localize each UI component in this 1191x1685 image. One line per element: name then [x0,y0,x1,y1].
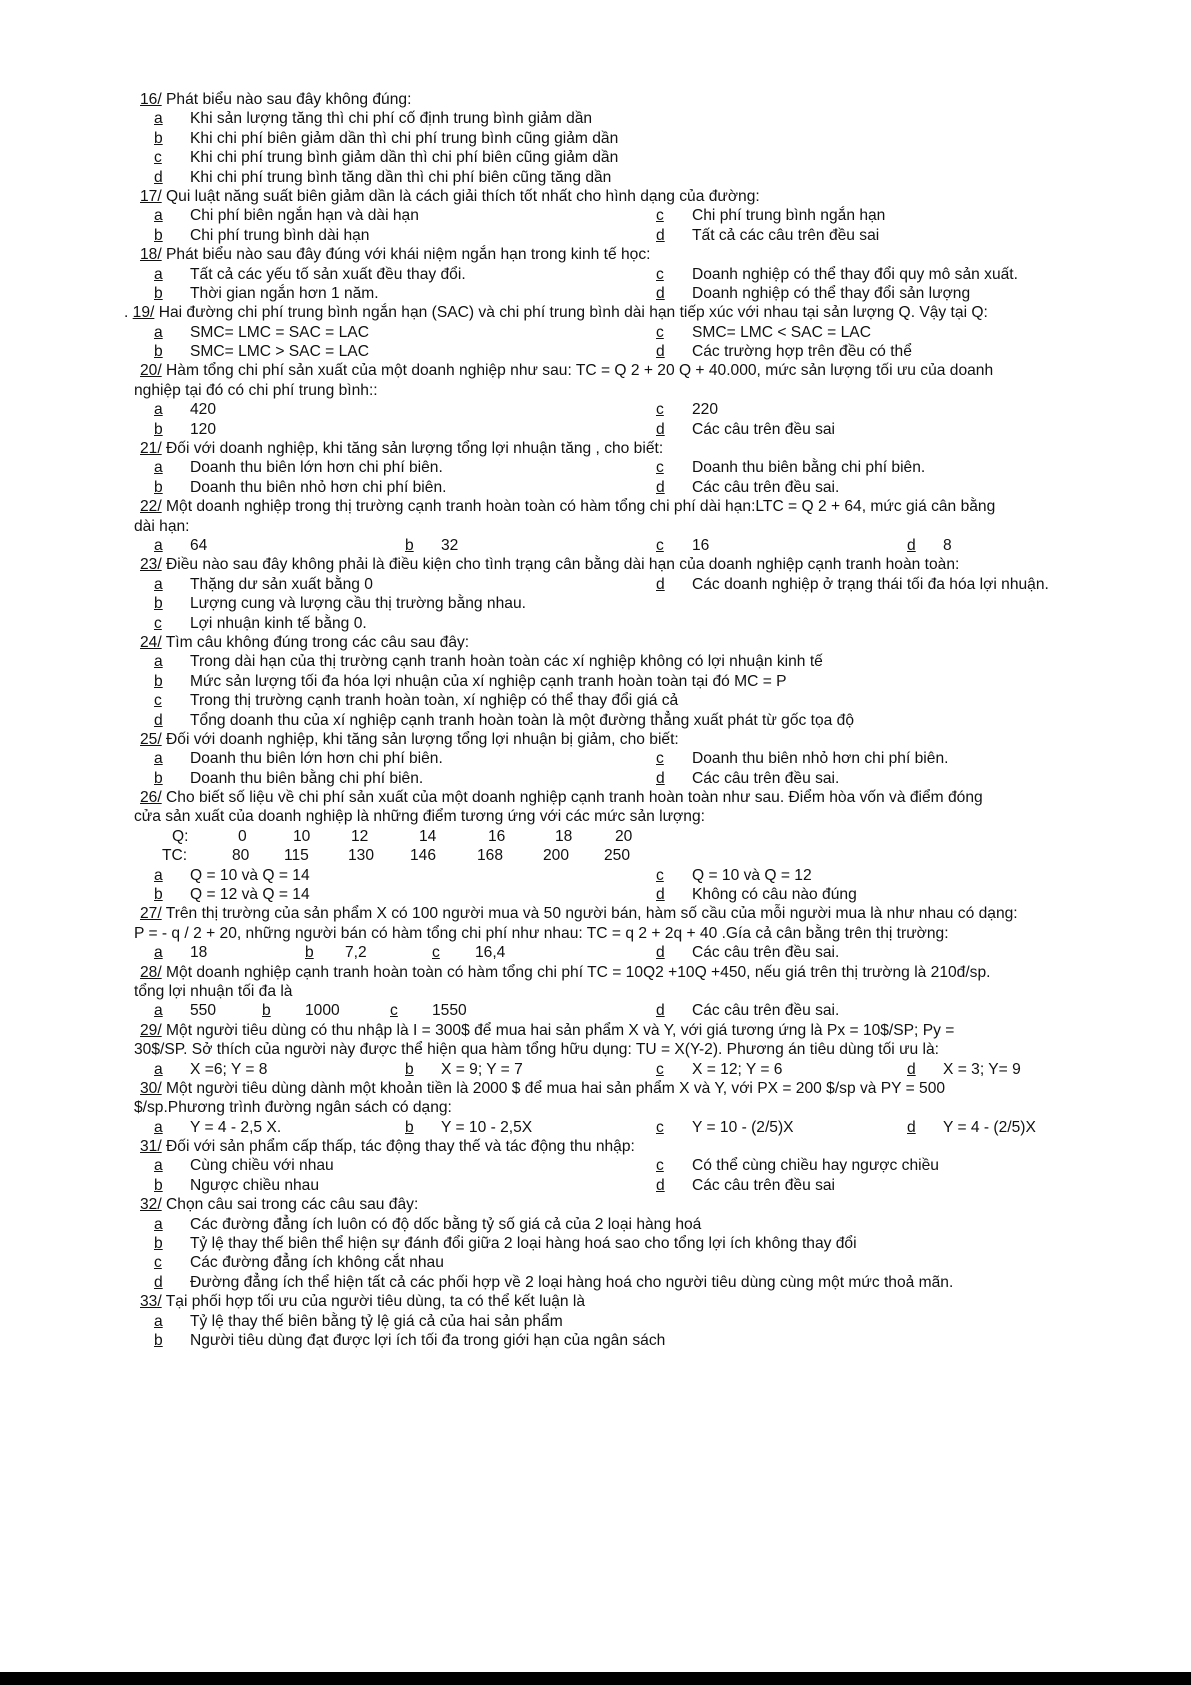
option-letter: d [154,1273,163,1291]
question-stem [140,1137,635,1156]
option-letter: d [656,769,665,787]
option-letter: b [154,343,163,361]
option-letter: a [154,1060,163,1078]
option-text: Q = 12 và Q = 14 [190,886,310,904]
text-line [0,536,1191,555]
option-text: Các câu trên đều sai [692,1176,836,1194]
text-line [0,924,1191,943]
option-letter: c [656,207,664,225]
option-letter: a [154,110,163,128]
question-stem [140,1021,954,1040]
text-line [0,1118,1191,1137]
text-line [0,420,1191,439]
question-number: 23/ [140,556,162,574]
text-line [0,1040,1191,1059]
text-line [0,1234,1191,1253]
option-text: Chi phí trung bình ngắn hạn [692,207,886,225]
option-text: Lợi nhuận kinh tế bằng 0. [190,614,367,632]
question-stem [140,361,993,380]
question-number: 31/ [140,1138,162,1156]
option-text: Q = 10 và Q = 14 [190,866,310,884]
option-text: Cùng chiều với nhau [190,1157,334,1175]
option-text: Khi chi phí biên giảm dần thì chi phí trung bình cũng giảm dần [190,129,619,147]
option-text: Doanh thu biên nhỏ hơn chi phí biên. [190,478,447,496]
question-text-continued: $/sp.Phương trình đường ngân sách có dạng: [134,1099,452,1117]
option-text: Các đường đẳng ích luôn có độ dốc bằng tỷ số giá cả của 2 loại hàng hoá [190,1215,702,1233]
option-text: Đường đẳng ích thể hiện tất cả các phối hợp về 2 loại hàng hoá cho người tiêu dùng cùng một mức thoả mãn. [190,1273,954,1291]
option-letter: b [154,886,163,904]
question-17-stem [0,187,1191,206]
option-letter: c [656,323,664,341]
option-letter: c [656,750,664,768]
question-20-stem [0,361,1191,380]
question-29-stem [0,1021,1191,1040]
option-text: Người tiêu dùng đạt được lợi ích tối đa trong giới hạn của ngân sách [190,1332,666,1349]
option-text: Các câu trên đều sai. [692,769,840,787]
option-letter: c [656,459,664,477]
table-q-cell: 16 [488,827,506,845]
question-stem [140,497,995,516]
option-text: Y = 10 - 2,5X [441,1118,533,1136]
table-q-cell: 10 [293,827,311,845]
option-letter: a [154,265,163,283]
option-text: 1000 [305,1002,340,1020]
option-text: Doanh thu biên bằng chi phí biên. [692,459,926,477]
option-letter: a [154,401,163,419]
option-letter: a [154,653,163,671]
question-26-stem [0,788,1191,807]
option-text: Trong thị trường cạnh tranh hoàn toàn, xí nghiệp có thể thay đổi giá cả [190,692,679,710]
question-number: 16/ [140,91,162,108]
option-letter: a [154,1118,163,1136]
option-text: Không có câu nào đúng [692,886,857,904]
option-text: Y = 4 - 2,5 X. [190,1118,282,1136]
option-text: Khi chi phí trung bình tăng dần thì chi phí biên cũng tăng dần [190,168,612,186]
option-text: 7,2 [345,944,367,962]
option-text: Các câu trên đều sai. [692,478,840,496]
question-31-stem [0,1137,1191,1156]
option-letter: b [154,769,163,787]
option-letter: b [154,1235,163,1253]
option-letter: c [656,401,664,419]
text-line [0,381,1191,400]
question-text: Đối với doanh nghiệp, khi tăng sản lượng tổng lợi nhuận tăng , cho biết: [166,440,664,458]
option-letter: d [907,1060,916,1078]
exam-page [0,90,1191,1350]
text-line [0,265,1191,284]
text-line [0,575,1191,594]
option-letter: a [154,1002,163,1020]
question-text: Một doanh nghiệp trong thị trường cạnh tranh hoàn toàn có hàm tổng chi phí dài hạn:LTC = Q 2 + 64, mức giá cân bằng [166,498,996,516]
question-33-stem [0,1292,1191,1311]
option-letter: d [656,226,665,244]
text-line [0,866,1191,885]
question-text-continued: dài hạn: [134,517,190,535]
option-text: Mức sản lượng tối đa hóa lợi nhuận của xí nghiệp cạnh tranh hoàn toàn tại đó MC = P [190,672,787,690]
option-letter: d [656,1002,665,1020]
option-text: Doanh nghiệp có thể thay đổi sản lượng [692,284,971,302]
question-number: 25/ [140,730,162,748]
option-letter: d [656,420,665,438]
option-text: Các doanh nghiệp ở trạng thái tối đa hóa lợi nhuận. [692,575,1049,593]
text-line [0,168,1191,187]
question-text: Phát biểu nào sau đây đúng với khái niệm ngắn hạn trong kinh tế học: [166,246,651,264]
option-letter: b [154,420,163,438]
question-number: 28/ [140,963,162,981]
table-tc-cell: 200 [543,847,570,865]
option-text: SMC= LMC < SAC = LAC [692,323,871,341]
text-line [0,1098,1191,1117]
question-text: Một doanh nghiệp cạnh tranh hoàn toàn có hàm tổng chi phí TC = 10Q2 +10Q +450, nếu giá trên thị trường là 210đ/sp. [166,963,991,981]
option-text: Doanh nghiệp có thể thay đổi quy mô sản xuất. [692,265,1018,283]
option-text: Lượng cung và lượng cầu thị trường bằng nhau. [190,595,526,613]
text-line [0,672,1191,691]
option-text: 550 [190,1002,217,1020]
question-text-continued: nghiệp tại đó có chi phí trung bình:: [134,381,378,399]
text-line [0,400,1191,419]
option-letter: b [154,226,163,244]
question-22-stem [0,497,1191,516]
question-stem [140,1292,585,1311]
text-line [0,1312,1191,1331]
question-stem [140,555,959,574]
question-stem [140,788,983,807]
option-text: Trong dài hạn của thị trường cạnh tranh hoàn toàn các xí nghiệp không có lợi nhuận kinh tế [190,653,823,671]
text-line [0,594,1191,613]
text-line [0,458,1191,477]
question-text: Đối với sản phẩm cấp thấp, tác động thay thế và tác động thu nhập: [166,1138,635,1156]
option-text: Các đường đẳng ích không cắt nhau [190,1254,444,1272]
text-line [0,1156,1191,1175]
question-27-stem [0,904,1191,923]
table-q-cell: 20 [615,827,633,845]
text-line [0,129,1191,148]
option-letter: c [656,866,664,884]
option-text: Tổng doanh thu của xí nghiệp cạnh tranh hoàn toàn là một đường thẳng xuất phát từ gốc tọa độ [190,711,854,729]
option-letter: b [154,672,163,690]
option-letter: b [154,478,163,496]
table-tc-cell: 146 [410,847,437,865]
option-text: X = 3; Y= 9 [943,1060,1021,1078]
table-q-cell: 14 [419,827,437,845]
option-letter: a [154,1312,163,1330]
question-text: Điều nào sau đây không phải là điều kiện cho tình trạng cân bằng dài hạn của doanh nghiệp cạnh tranh hoàn toàn: [166,556,960,574]
text-line [0,1060,1191,1079]
question-stem [140,963,990,982]
question-19-stem [0,303,1191,322]
text-line [0,846,1191,865]
option-letter: c [656,265,664,283]
option-text: Thời gian ngắn hơn 1 năm. [190,284,379,302]
option-letter: b [405,1060,414,1078]
option-text: 18 [190,944,208,962]
table-q-label: Q: [172,827,189,845]
option-text: Doanh thu biên lớn hơn chi phí biên. [190,750,443,768]
option-letter: b [405,1118,414,1136]
text-line [0,1176,1191,1195]
option-letter: d [656,343,665,361]
option-text: 64 [190,536,208,554]
question-number: 27/ [140,905,162,923]
text-line [0,284,1191,303]
option-text: 16 [692,536,710,554]
text-line [0,1331,1191,1350]
question-number: 20/ [140,362,162,380]
option-letter: d [656,944,665,962]
table-tc-label: TC: [162,847,188,865]
text-line [0,652,1191,671]
question-stem [140,187,760,206]
option-text: 1550 [432,1002,467,1020]
question-text-continued: tổng lợi nhuận tối đa là [134,982,293,1000]
text-line [0,885,1191,904]
option-letter: a [154,459,163,477]
question-text: Qui luật năng suất biên giảm dần là cách giải thích tốt nhất cho hình dạng của đường: [166,187,760,205]
text-line [0,614,1191,633]
option-letter: c [656,1060,664,1078]
question-stem [140,904,1018,923]
question-number: 21/ [140,440,162,458]
option-letter: a [154,944,163,962]
question-stem [140,1079,945,1098]
option-letter: d [656,1176,665,1194]
question-stem [140,245,650,264]
question-number: 29/ [140,1021,162,1039]
option-letter: c [154,614,162,632]
option-letter: b [262,1002,271,1020]
table-tc-cell: 130 [348,847,375,865]
question-number: 24/ [140,633,162,651]
text-line [0,769,1191,788]
question-text: Hai đường chi phí trung bình ngắn hạn (SAC) và chi phí trung bình dài hạn tiếp xúc với nhau tại sản lượng Q. Vậy tại Q: [158,304,988,322]
question-number: 22/ [140,498,162,516]
question-text: Tìm câu không đúng trong các câu sau đây: [165,633,470,651]
text-line [0,807,1191,826]
stem-prefix: . [124,304,133,322]
question-24-stem [0,633,1191,652]
text-line [0,109,1191,128]
option-letter: a [154,323,163,341]
option-text: Chi phí trung bình dài hạn [190,226,370,244]
text-line [0,517,1191,536]
text-line [0,1215,1191,1234]
question-number: 32/ [140,1196,162,1214]
option-text: Chi phí biên ngắn hạn và dài hạn [190,207,419,225]
option-text: 420 [190,401,217,419]
option-letter: c [656,1118,664,1136]
option-letter: b [154,129,163,147]
option-text: Tỷ lệ thay thế biên thể hiện sự đánh đổi giữa 2 loại hàng hoá sao cho tổng lợi ích không thay đổi [190,1235,857,1253]
option-letter: c [656,536,664,554]
text-line [0,827,1191,846]
text-line [0,342,1191,361]
option-letter: d [656,478,665,496]
option-letter: c [390,1002,398,1020]
option-letter: a [154,536,163,554]
option-text: X =6; Y = 8 [190,1060,268,1078]
question-number: 18/ [140,246,162,264]
option-letter: a [154,1157,163,1175]
question-28-stem [0,963,1191,982]
text-line [0,323,1191,342]
question-text-continued: P = - q / 2 + 20, những người bán có hàm tổng chi phí như nhau: TC = q 2 + 2q + 40 .Gía cả cân bằng trên thị trường: [134,924,949,942]
question-number: 17/ [140,187,162,205]
text-line [0,148,1191,167]
option-letter: d [656,886,665,904]
option-text: Tất cả các câu trên đều sai [692,226,880,244]
question-text: Chọn câu sai trong các câu sau đây: [166,1196,419,1214]
table-tc-cell: 250 [604,847,631,865]
option-text: Tỷ lệ thay thế biên bằng tỷ lệ giá cả của hai sản phẩm [190,1312,563,1330]
text-line [0,691,1191,710]
question-stem [140,730,679,749]
option-text: Y = 4 - (2/5)X [943,1118,1036,1136]
question-stem [140,633,469,652]
question-number: 26/ [140,789,162,807]
option-text: Thặng dư sản xuất bằng 0 [190,575,373,593]
option-text: Doanh thu biên lớn hơn chi phí biên. [190,459,443,477]
option-text: Doanh thu biên bằng chi phí biên. [190,769,424,787]
option-letter: d [907,536,916,554]
option-letter: c [656,1157,664,1175]
option-letter: a [154,1215,163,1233]
option-letter: d [154,711,163,729]
option-text: 8 [943,536,952,554]
option-letter: c [154,149,162,167]
question-21-stem [0,439,1191,458]
option-letter: b [154,1176,163,1194]
question-text: Hàm tổng chi phí sản xuất của một doanh nghiệp như sau: TC = Q 2 + 20 Q + 40.000, mức sản lượng tối ưu của doanh [166,362,994,380]
question-stem [140,90,411,109]
option-text: 16,4 [475,944,506,962]
question-stem [140,439,663,458]
text-line [0,1253,1191,1272]
option-text: Các câu trên đều sai. [692,944,840,962]
option-text: Ngược chiều nhau [190,1176,320,1194]
question-text: Một người tiêu dùng có thu nhập là I = 300$ để mua hai sản phẩm X và Y, với giá tương ứng là Px = 10$/SP; Py = [166,1021,955,1039]
option-letter: c [154,1254,162,1272]
question-text: Đối với doanh nghiệp, khi tăng sản lượng tổng lợi nhuận bị giảm, cho biết: [166,730,679,748]
option-letter: c [154,692,162,710]
option-letter: d [154,168,163,186]
option-letter: b [154,284,163,302]
option-text: X = 9; Y = 7 [441,1060,523,1078]
option-letter: b [154,595,163,613]
bottom-scan-border [0,1672,1191,1685]
question-stem [124,303,988,322]
option-text: 220 [692,401,719,419]
question-text-continued: cửa sản xuất của doanh nghiệp là những điểm tương ứng với các mức sản lượng: [134,808,705,826]
question-text-continued: 30$/SP. Sở thích của người này được thể hiện qua hàm tổng hữu dụng: TU = X(Y-2). Phương án tiêu dùng tối ưu là: [134,1041,939,1059]
question-text: Một người tiêu dùng dành một khoản tiền là 2000 $ để mua hai sản phẩm X và Y, với PX = 200 $/sp và PY = 500 [166,1079,946,1097]
text-line [0,226,1191,245]
question-text: Trên thị trường của sản phẩm X có 100 người mua và 50 người bán, hàm số cầu của mỗi người mua là như nhau có dạng: [165,905,1018,923]
text-line [0,206,1191,225]
question-number: 19/ [132,304,155,322]
option-letter: a [154,207,163,225]
option-text: 32 [441,536,459,554]
table-q-cell: 18 [555,827,573,845]
option-text: Các câu trên đều sai. [692,1002,840,1020]
question-16-stem [0,90,1191,109]
option-text: Các trường hợp trên đều có thể [692,343,912,361]
question-text: Tại phối hợp tối ưu của người tiêu dùng, ta có thể kết luận là [165,1293,586,1311]
option-text: Có thể cùng chiều hay ngược chiều [692,1157,939,1175]
question-text: Phát biểu nào sau đây không đúng: [166,91,412,108]
option-letter: d [656,284,665,302]
option-text: Các câu trên đều sai [692,420,836,438]
question-25-stem [0,730,1191,749]
question-18-stem [0,245,1191,264]
option-text: Q = 10 và Q = 12 [692,866,812,884]
text-line [0,749,1191,768]
option-letter: a [154,866,163,884]
option-text: SMC= LMC > SAC = LAC [190,343,369,361]
question-number: 30/ [140,1079,162,1097]
option-text: Khi sản lượng tăng thì chi phí cố định trung bình giảm dần [190,110,593,128]
text-line [0,982,1191,1001]
option-text: X = 12; Y = 6 [692,1060,783,1078]
text-line [0,1273,1191,1292]
text-line [0,711,1191,730]
table-tc-cell: 168 [477,847,504,865]
text-line [0,1001,1191,1020]
table-tc-cell: 115 [284,847,309,865]
option-letter: a [154,575,163,593]
question-number: 33/ [140,1293,162,1311]
option-letter: d [907,1118,916,1136]
option-letter: b [305,944,314,962]
option-letter: d [656,575,665,593]
option-letter: b [405,536,414,554]
question-32-stem [0,1195,1191,1214]
option-text: Doanh thu biên nhỏ hơn chi phí biên. [692,750,949,768]
option-letter: c [432,944,440,962]
table-q-cell: 12 [351,827,369,845]
option-text: Khi chi phí trung bình giảm dần thì chi phí biên cũng giảm dần [190,149,619,167]
table-q-cell: 0 [238,827,247,845]
question-23-stem [0,555,1191,574]
option-text: 120 [190,420,217,438]
text-line [0,943,1191,962]
text-line [0,478,1191,497]
option-text: Tất cả các yếu tố sản xuất đều thay đổi. [190,265,466,283]
option-letter: a [154,750,163,768]
option-letter: b [154,1332,163,1349]
question-stem [140,1195,418,1214]
table-tc-cell: 80 [232,847,250,865]
question-text: Cho biết số liệu về chi phí sản xuất của một doanh nghiệp cạnh tranh hoàn toàn như sau. Điểm hòa vốn và điểm đóng [166,789,983,807]
option-text: SMC= LMC = SAC = LAC [190,323,369,341]
option-text: Y = 10 - (2/5)X [692,1118,794,1136]
question-30-stem [0,1079,1191,1098]
